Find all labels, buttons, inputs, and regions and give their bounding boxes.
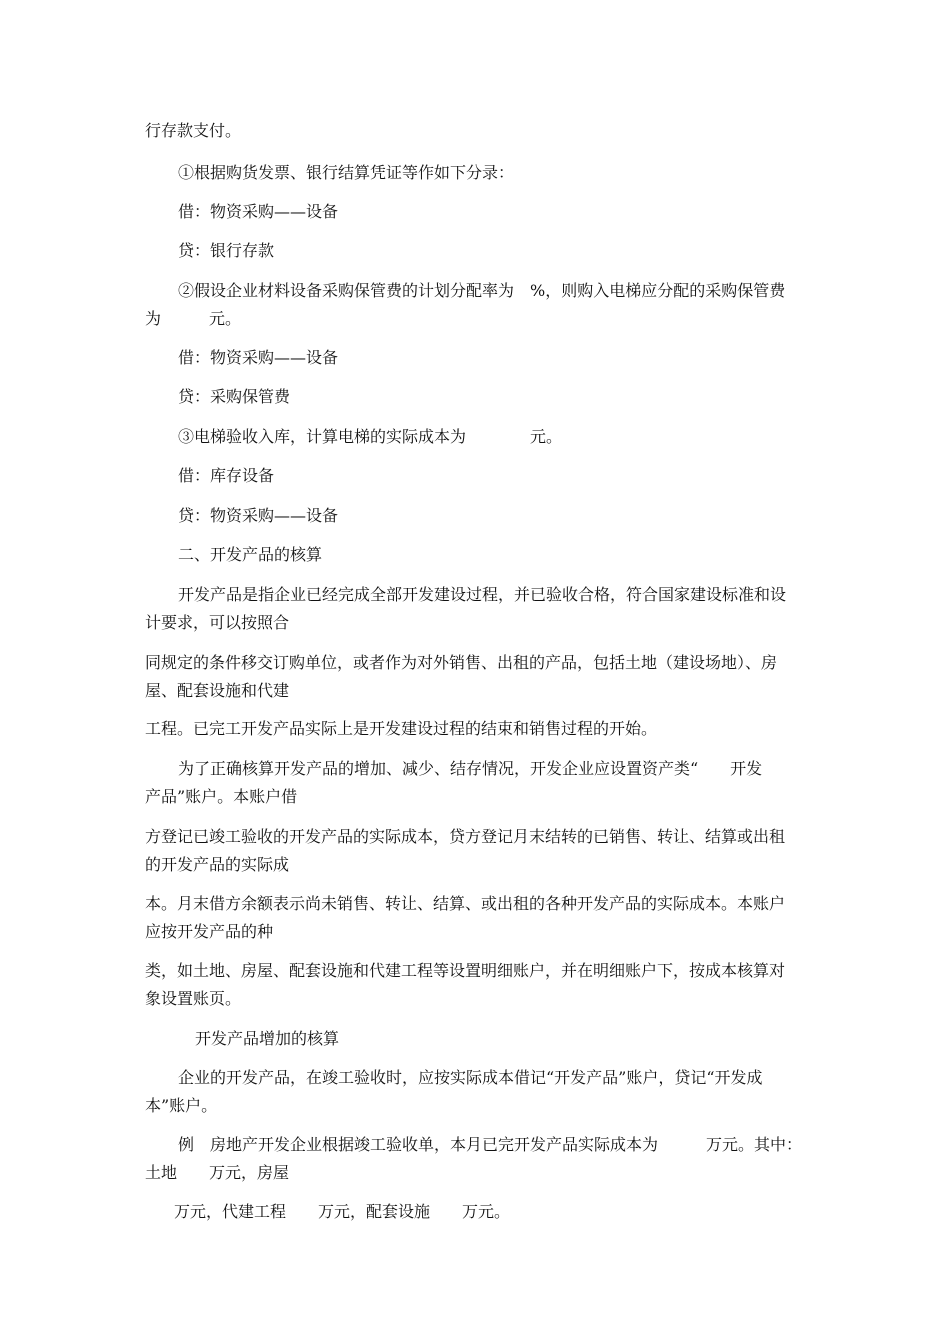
text-line: 贷：银行存款 — [178, 241, 275, 260]
text-line: 贷：物资采购——设备 — [178, 506, 339, 525]
text-line: 开发产品是指企业已经完成全部开发建设过程，并已验收合格，符合国家建设标准和设 — [178, 585, 787, 604]
text-line: 应按开发产品的种 — [145, 922, 274, 941]
text-line: 借：物资采购——设备 — [178, 202, 339, 221]
text-line: ②假设企业材料设备采购保管费的计划分配率为 %，则购入电梯应分配的采购保管费 — [178, 281, 786, 300]
subsection-heading: 开发产品增加的核算 — [195, 1029, 340, 1048]
text-line: ③电梯验收入库，计算电梯的实际成本为 元。 — [178, 427, 563, 446]
text-line: 本。月末借方余额表示尚未销售、转让、结算、或出租的各种开发产品的实际成本。本账户 — [145, 894, 786, 913]
text-line: 工程。已完工开发产品实际上是开发建设过程的结束和销售过程的开始。 — [145, 719, 658, 738]
text-line: 方登记已竣工验收的开发产品的实际成本，贷方登记月末结转的已销售、转让、结算或出租 — [145, 827, 786, 846]
text-line: 同规定的条件移交订购单位，或者作为对外销售、出租的产品，包括土地（建设场地）、房 — [145, 653, 778, 672]
text-line: 行存款支付。 — [145, 121, 242, 140]
text-line: 象设置账页。 — [145, 989, 242, 1008]
text-line: 为 元。 — [145, 309, 242, 328]
text-line: ①根据购货发票、银行结算凭证等作如下分录： — [178, 163, 515, 182]
text-line: 类，如土地、房屋、配套设施和代建工程等设置明细账户，并在明细账户下，按成本核算对 — [145, 961, 786, 980]
text-line: 企业的开发产品，在竣工验收时，应按实际成本借记“开发产品”账户，贷记“开发成 — [178, 1068, 763, 1087]
text-line: 的开发产品的实际成 — [145, 855, 290, 874]
text-line: 为了正确核算开发产品的增加、减少、结存情况，开发企业应设置资产类“ 开发 — [178, 759, 763, 778]
text-line: 贷：采购保管费 — [178, 387, 291, 406]
text-line: 例 房地产开发企业根据竣工验收单，本月已完开发产品实际成本为 万元。其中： — [178, 1135, 803, 1154]
text-line: 土地 万元，房屋 — [145, 1163, 290, 1182]
section-heading: 二、开发产品的核算 — [178, 545, 323, 564]
text-line: 屋、配套设施和代建 — [145, 681, 290, 700]
text-line: 万元，代建工程 万元，配套设施 万元。 — [174, 1202, 511, 1221]
text-line: 计要求，可以按照合 — [145, 613, 290, 632]
text-line: 借：物资采购——设备 — [178, 348, 339, 367]
text-line: 产品”账户。本账户借 — [145, 787, 298, 806]
text-line: 借：库存设备 — [178, 466, 275, 485]
text-line: 本”账户。 — [145, 1096, 218, 1115]
